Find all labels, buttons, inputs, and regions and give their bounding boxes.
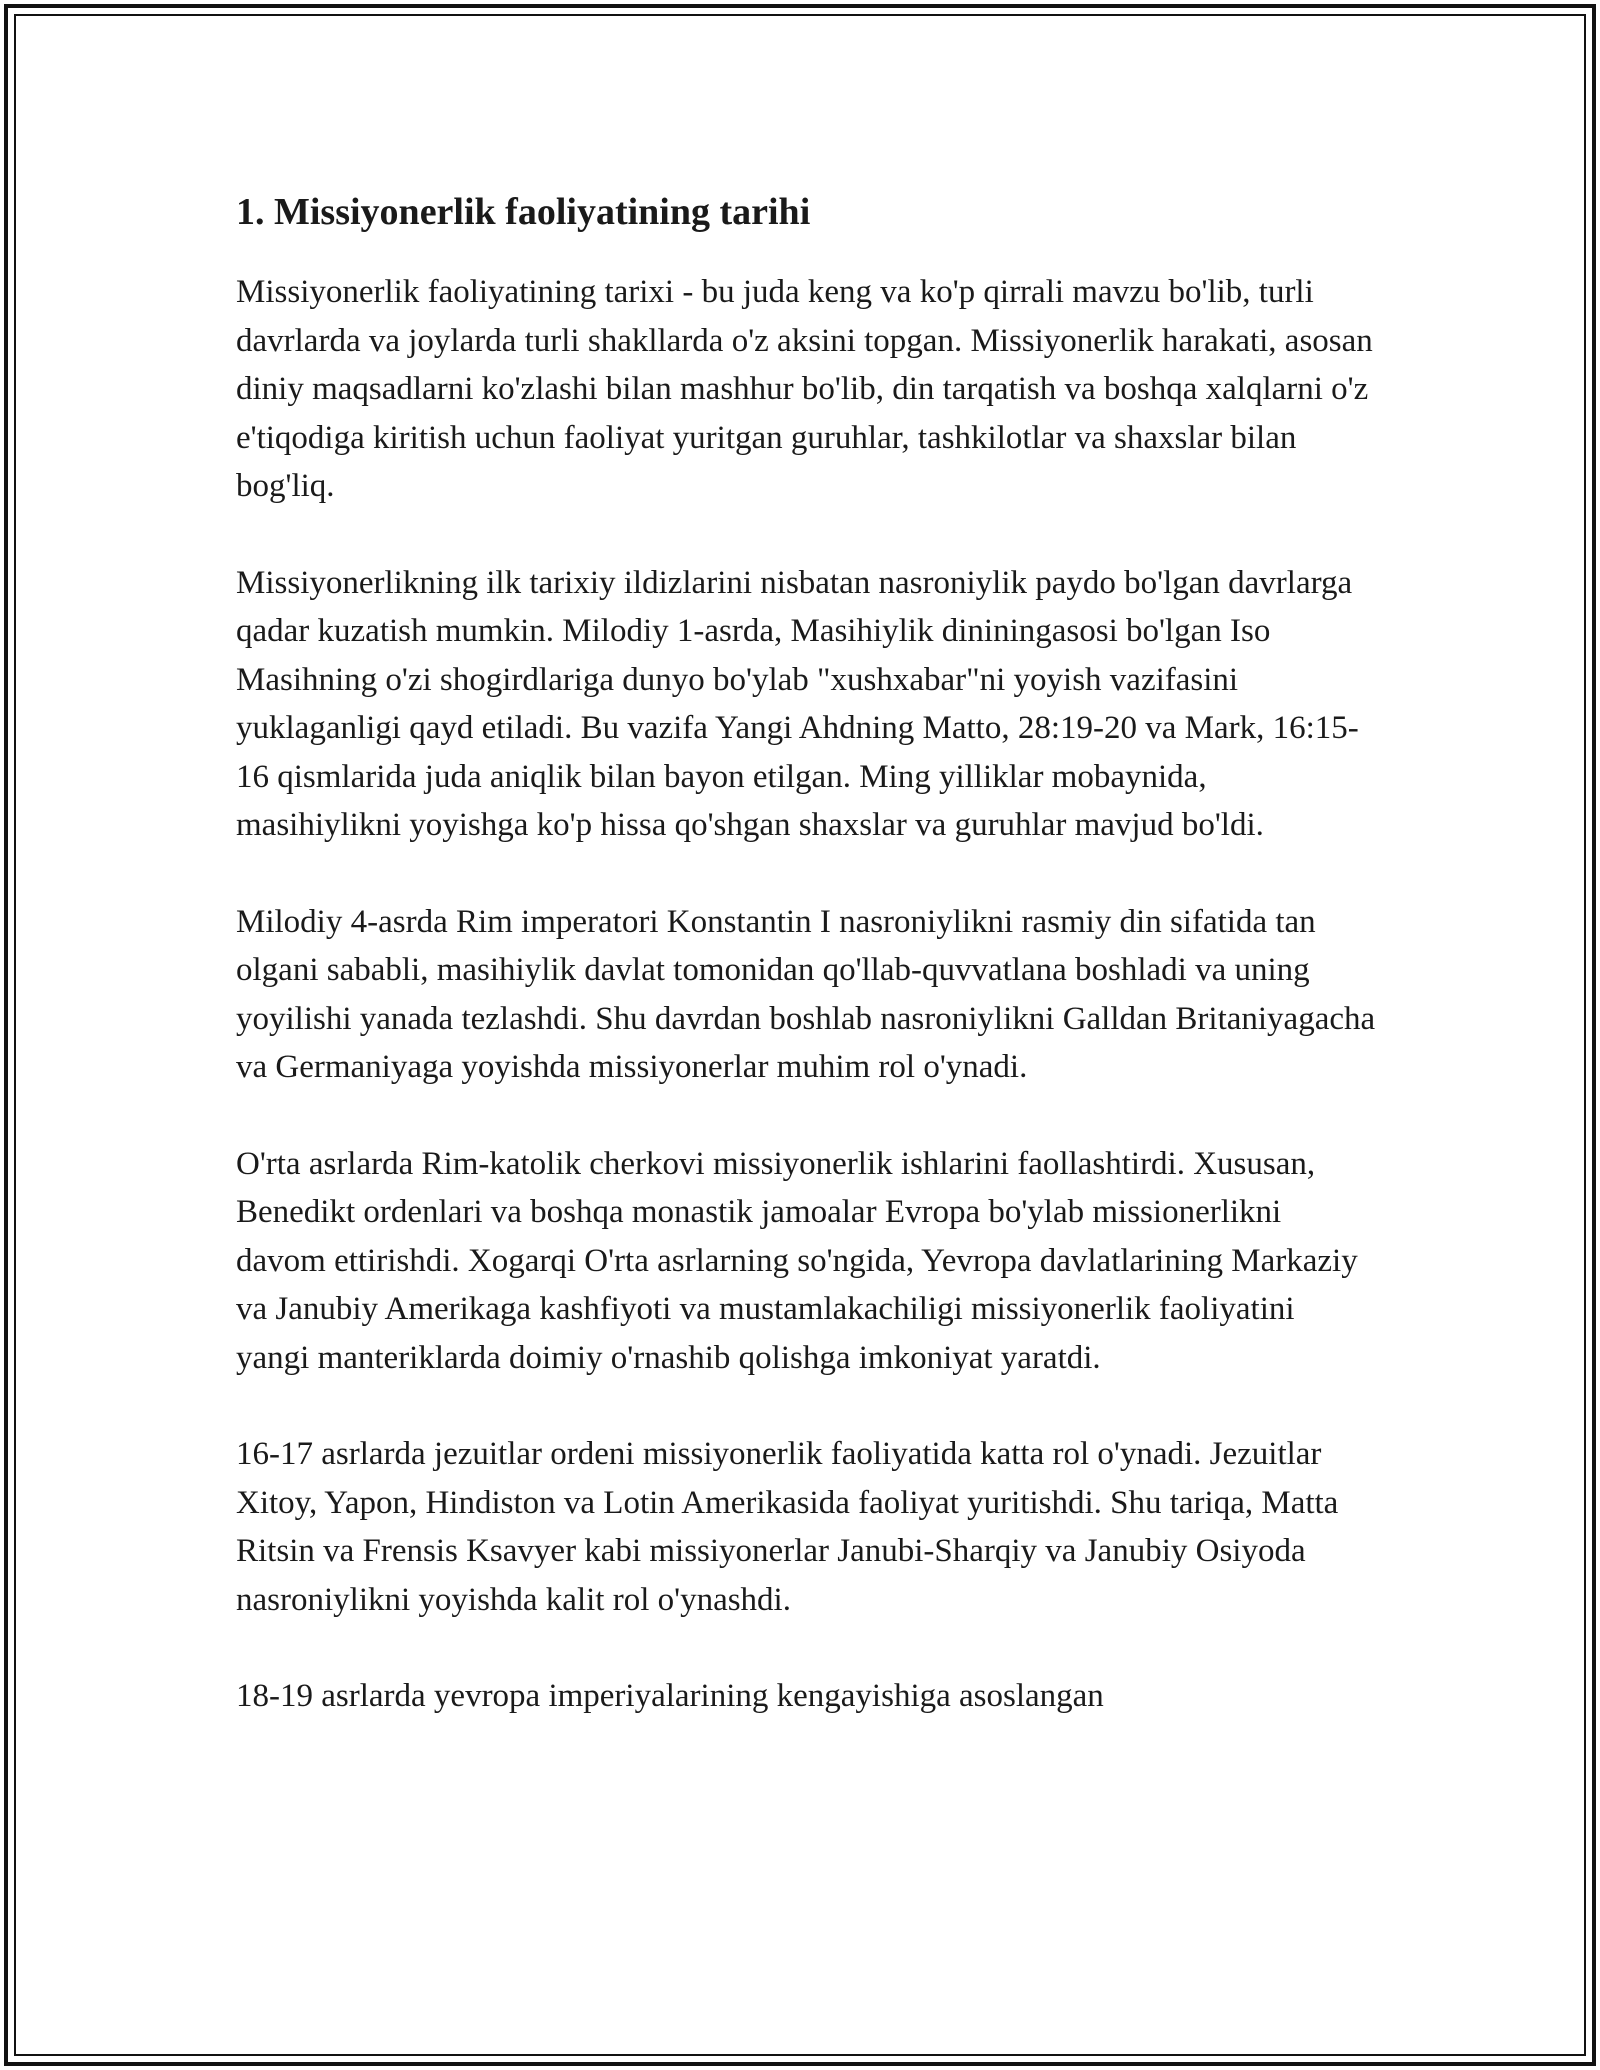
paragraph-2: Missiyonerlikning ilk tarixiy ildizlarini nisbatan nasroniylik paydo bo'lgan davrlarga qadar kuzatish mumkin. Milodiy 1-asrda, Masihiylik dininingasosi bo'lgan Iso Masihning o'zi shogirdlariga dunyo bo'ylab "xushxabar"ni yoyish vazifasini yuklaganligi qayd etiladi. Bu vazifa Yangi Ahdning Matto, 28:19-20 va Mark, 16:15-16 qismlarida juda aniqlik bilan bayon etilgan. Ming yilliklar mobaynida, masihiylikni yoyishga ko'p hissa qo'shgan shaxslar va guruhlar mavjud bo'ldi. xyxy=(236,564,1359,843)
paragraph-3: Milodiy 4-asrda Rim imperatori Konstantin I nasroniylikni rasmiy din sifatida tan olgani sababli, masihiylik davlat tomonidan qo'llab-quvvatlana boshladi va uning yoyilishi yanada tezlashdi. Shu davrdan boshlab nasroniylikni Galldan Britaniyagacha va Germaniyaga yoyishda missiyonerlar muhim rol o'ynadi. xyxy=(236,903,1376,1085)
paragraph-1: Missiyonerlik faoliyatining tarixi - bu juda keng va ko'p qirrali mavzu bo'lib, turli davrlarda va joylarda turli shakllarda o'z aksini topgan. Missiyonerlik harakati, asosan diniy maqsadlarni ko'zlashi bilan mashhur bo'lib, din tarqatish va boshqa xalqlarni o'z e'tiqodiga kiritish uchun faoliyat yuritgan guruhlar, tashkilotlar va shaxslar bilan bog'liq. xyxy=(236,274,1373,504)
paragraph-5: 16-17 asrlarda jezuitlar ordeni missiyonerlik faoliyatida katta rol o'ynadi. Jezuitlar Xitoy, Yapon, Hindiston va Lotin Amerikasida faoliyat yuritishdi. Shu tariqa, Matta Ritsin va Frensis Ksavyer kabi missiyonerlar Janubi-Sharqiy va Janubiy Osiyoda nasroniylikni yoyishda kalit rol o'ynashdi. xyxy=(236,1436,1339,1618)
document-body xyxy=(236,184,1376,1769)
section-heading: 1. Missiyonerlik faoliyatining tarihi xyxy=(236,191,811,233)
paragraph-6: 18-19 asrlarda yevropa imperiyalarining kengayishiga asoslangan xyxy=(236,1678,1104,1714)
paragraph-4: O'rta asrlarda Rim-katolik cherkovi missiyonerlik ishlarini faollashtirdi. Xususan, Benedikt ordenlari va boshqa monastik jamoalar Evropa bo'ylab missionerlikni davom ettirishdi. Xogarqi O'rta asrlarning so'ngida, Yevropa davlatlarining Markaziy va Janubiy Amerikaga kashfiyoti va mustamlakachiligi missiyonerlik faoliyatini yangi manteriklarda doimiy o'rnashib qolishga imkoniyat yaratdi. xyxy=(236,1145,1358,1376)
